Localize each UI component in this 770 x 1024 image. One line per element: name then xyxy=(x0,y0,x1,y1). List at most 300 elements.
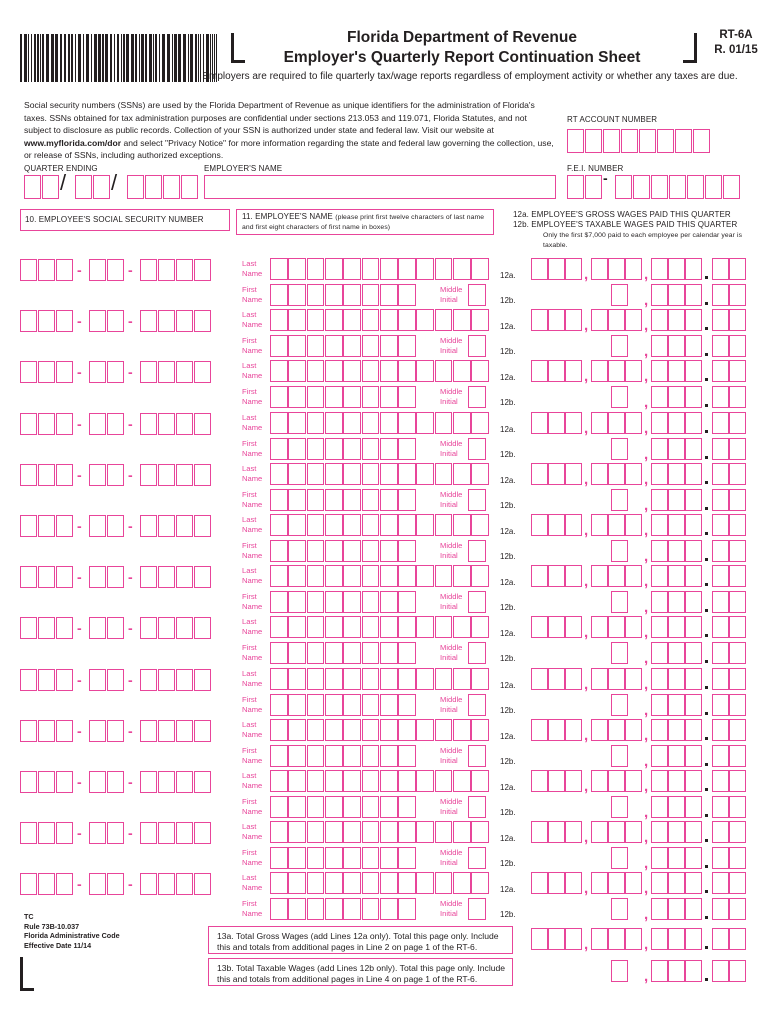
ssn-digit[interactable] xyxy=(176,771,193,793)
gross-cent[interactable] xyxy=(729,770,746,792)
last-name-char[interactable] xyxy=(398,565,416,587)
last-name-char[interactable] xyxy=(380,360,398,382)
last-name-char[interactable] xyxy=(325,770,343,792)
first-name-char[interactable] xyxy=(380,847,398,869)
first-name-char[interactable] xyxy=(307,642,325,664)
first-name-char[interactable] xyxy=(398,591,416,613)
first-name-char[interactable] xyxy=(398,438,416,460)
gross-digit[interactable] xyxy=(548,463,565,485)
last-name-char[interactable] xyxy=(307,258,325,280)
gross-digit[interactable] xyxy=(565,872,582,894)
last-name-char[interactable] xyxy=(343,412,361,434)
first-name-char[interactable] xyxy=(398,898,416,920)
first-name-char[interactable] xyxy=(343,540,361,562)
taxable-digit[interactable] xyxy=(651,591,668,613)
last-name-char[interactable] xyxy=(471,360,489,382)
total-gross-cent[interactable] xyxy=(712,928,729,950)
last-name-char[interactable] xyxy=(380,514,398,536)
ssn-digit[interactable] xyxy=(194,515,211,537)
rt-account-digit[interactable] xyxy=(603,129,620,153)
ssn-digit[interactable] xyxy=(89,413,106,435)
gross-cent[interactable] xyxy=(729,360,746,382)
last-name-char[interactable] xyxy=(307,668,325,690)
ssn-digit[interactable] xyxy=(176,361,193,383)
rt-account-digit[interactable] xyxy=(693,129,710,153)
ssn-digit[interactable] xyxy=(56,771,73,793)
gross-digit[interactable] xyxy=(531,360,548,382)
gross-digit[interactable] xyxy=(608,463,625,485)
gross-digit[interactable] xyxy=(685,668,702,690)
last-name-char[interactable] xyxy=(270,412,288,434)
middle-initial-char[interactable] xyxy=(468,642,486,664)
gross-digit[interactable] xyxy=(565,821,582,843)
ssn-digit[interactable] xyxy=(20,720,37,742)
last-name-char[interactable] xyxy=(453,360,471,382)
last-name-char[interactable] xyxy=(288,258,306,280)
fei-digit[interactable] xyxy=(705,175,722,199)
last-name-char[interactable] xyxy=(416,412,434,434)
ssn-digit[interactable] xyxy=(107,873,124,895)
total-taxable-cent[interactable] xyxy=(712,960,729,982)
last-name-char[interactable] xyxy=(362,821,380,843)
last-name-char[interactable] xyxy=(453,770,471,792)
taxable-digit[interactable] xyxy=(611,438,628,460)
last-name-char[interactable] xyxy=(380,821,398,843)
ssn-digit[interactable] xyxy=(20,259,37,281)
first-name-char[interactable] xyxy=(325,284,343,306)
gross-cent[interactable] xyxy=(729,821,746,843)
ssn-digit[interactable] xyxy=(158,720,175,742)
gross-digit[interactable] xyxy=(608,719,625,741)
ssn-digit[interactable] xyxy=(56,310,73,332)
first-name-char[interactable] xyxy=(270,745,288,767)
gross-digit[interactable] xyxy=(531,719,548,741)
taxable-digit[interactable] xyxy=(668,335,685,357)
ssn-digit[interactable] xyxy=(194,771,211,793)
gross-digit[interactable] xyxy=(548,668,565,690)
middle-initial-char[interactable] xyxy=(468,745,486,767)
total-gross-cent[interactable] xyxy=(729,928,746,950)
gross-cent[interactable] xyxy=(712,309,729,331)
ssn-digit[interactable] xyxy=(176,617,193,639)
fei-digit[interactable] xyxy=(687,175,704,199)
ssn-digit[interactable] xyxy=(107,515,124,537)
middle-initial-char[interactable] xyxy=(468,796,486,818)
last-name-char[interactable] xyxy=(398,412,416,434)
gross-digit[interactable] xyxy=(608,668,625,690)
first-name-char[interactable] xyxy=(380,745,398,767)
taxable-cent[interactable] xyxy=(712,386,729,408)
last-name-char[interactable] xyxy=(435,770,453,792)
total-taxable-digit[interactable] xyxy=(611,960,628,982)
first-name-char[interactable] xyxy=(288,642,306,664)
taxable-cent[interactable] xyxy=(729,540,746,562)
ssn-digit[interactable] xyxy=(56,669,73,691)
taxable-cent[interactable] xyxy=(729,745,746,767)
ssn-digit[interactable] xyxy=(158,515,175,537)
last-name-char[interactable] xyxy=(362,616,380,638)
last-name-char[interactable] xyxy=(307,514,325,536)
gross-cent[interactable] xyxy=(729,616,746,638)
total-taxable-cent[interactable] xyxy=(729,960,746,982)
ssn-digit[interactable] xyxy=(194,720,211,742)
gross-digit[interactable] xyxy=(548,770,565,792)
taxable-digit[interactable] xyxy=(685,591,702,613)
last-name-char[interactable] xyxy=(471,719,489,741)
gross-digit[interactable] xyxy=(548,565,565,587)
last-name-char[interactable] xyxy=(307,360,325,382)
ssn-digit[interactable] xyxy=(38,720,55,742)
first-name-char[interactable] xyxy=(325,642,343,664)
last-name-char[interactable] xyxy=(471,821,489,843)
ssn-digit[interactable] xyxy=(38,669,55,691)
taxable-digit[interactable] xyxy=(651,438,668,460)
taxable-cent[interactable] xyxy=(729,489,746,511)
last-name-char[interactable] xyxy=(380,258,398,280)
ssn-digit[interactable] xyxy=(107,822,124,844)
taxable-digit[interactable] xyxy=(685,489,702,511)
ssn-digit[interactable] xyxy=(194,566,211,588)
gross-digit[interactable] xyxy=(591,616,608,638)
last-name-char[interactable] xyxy=(362,309,380,331)
ssn-digit[interactable] xyxy=(140,515,157,537)
gross-digit[interactable] xyxy=(668,872,685,894)
gross-digit[interactable] xyxy=(685,309,702,331)
gross-cent[interactable] xyxy=(729,514,746,536)
first-name-char[interactable] xyxy=(398,489,416,511)
last-name-char[interactable] xyxy=(343,821,361,843)
first-name-char[interactable] xyxy=(307,745,325,767)
last-name-char[interactable] xyxy=(270,770,288,792)
gross-cent[interactable] xyxy=(729,719,746,741)
taxable-digit[interactable] xyxy=(611,745,628,767)
ssn-digit[interactable] xyxy=(20,464,37,486)
last-name-char[interactable] xyxy=(435,668,453,690)
fei-digit[interactable] xyxy=(567,175,584,199)
taxable-digit[interactable] xyxy=(685,642,702,664)
last-name-char[interactable] xyxy=(362,565,380,587)
last-name-char[interactable] xyxy=(380,872,398,894)
last-name-char[interactable] xyxy=(435,463,453,485)
ssn-digit[interactable] xyxy=(194,617,211,639)
ssn-digit[interactable] xyxy=(89,464,106,486)
gross-digit[interactable] xyxy=(651,463,668,485)
last-name-char[interactable] xyxy=(435,309,453,331)
taxable-cent[interactable] xyxy=(729,694,746,716)
gross-digit[interactable] xyxy=(591,668,608,690)
first-name-char[interactable] xyxy=(270,284,288,306)
gross-digit[interactable] xyxy=(608,514,625,536)
taxable-cent[interactable] xyxy=(712,540,729,562)
first-name-char[interactable] xyxy=(270,438,288,460)
gross-cent[interactable] xyxy=(712,412,729,434)
taxable-digit[interactable] xyxy=(685,386,702,408)
taxable-digit[interactable] xyxy=(651,796,668,818)
taxable-cent[interactable] xyxy=(729,898,746,920)
gross-digit[interactable] xyxy=(608,821,625,843)
gross-digit[interactable] xyxy=(668,616,685,638)
gross-digit[interactable] xyxy=(651,514,668,536)
last-name-char[interactable] xyxy=(325,309,343,331)
first-name-char[interactable] xyxy=(343,335,361,357)
gross-digit[interactable] xyxy=(591,309,608,331)
quarter-digit[interactable] xyxy=(93,175,110,199)
quarter-digit[interactable] xyxy=(163,175,180,199)
last-name-char[interactable] xyxy=(398,463,416,485)
taxable-cent[interactable] xyxy=(729,847,746,869)
taxable-digit[interactable] xyxy=(611,898,628,920)
last-name-char[interactable] xyxy=(398,616,416,638)
gross-cent[interactable] xyxy=(729,668,746,690)
gross-digit[interactable] xyxy=(531,309,548,331)
gross-digit[interactable] xyxy=(591,719,608,741)
gross-digit[interactable] xyxy=(651,616,668,638)
taxable-digit[interactable] xyxy=(668,591,685,613)
middle-initial-char[interactable] xyxy=(468,284,486,306)
ssn-digit[interactable] xyxy=(89,566,106,588)
first-name-char[interactable] xyxy=(307,386,325,408)
ssn-digit[interactable] xyxy=(107,413,124,435)
gross-digit[interactable] xyxy=(548,514,565,536)
last-name-char[interactable] xyxy=(270,514,288,536)
gross-digit[interactable] xyxy=(625,514,642,536)
gross-cent[interactable] xyxy=(712,463,729,485)
ssn-digit[interactable] xyxy=(20,566,37,588)
taxable-digit[interactable] xyxy=(685,284,702,306)
last-name-char[interactable] xyxy=(362,719,380,741)
last-name-char[interactable] xyxy=(416,872,434,894)
taxable-digit[interactable] xyxy=(668,745,685,767)
first-name-char[interactable] xyxy=(398,847,416,869)
last-name-char[interactable] xyxy=(325,412,343,434)
gross-digit[interactable] xyxy=(651,258,668,280)
gross-digit[interactable] xyxy=(625,821,642,843)
gross-digit[interactable] xyxy=(685,821,702,843)
employer-name-field[interactable] xyxy=(204,175,556,199)
middle-initial-char[interactable] xyxy=(468,898,486,920)
ssn-digit[interactable] xyxy=(194,822,211,844)
taxable-digit[interactable] xyxy=(685,438,702,460)
taxable-digit[interactable] xyxy=(611,591,628,613)
last-name-char[interactable] xyxy=(343,565,361,587)
taxable-cent[interactable] xyxy=(712,284,729,306)
gross-digit[interactable] xyxy=(685,616,702,638)
ssn-digit[interactable] xyxy=(38,464,55,486)
gross-digit[interactable] xyxy=(668,565,685,587)
last-name-char[interactable] xyxy=(380,412,398,434)
ssn-digit[interactable] xyxy=(107,771,124,793)
gross-digit[interactable] xyxy=(625,872,642,894)
total-gross-digit[interactable] xyxy=(668,928,685,950)
first-name-char[interactable] xyxy=(307,335,325,357)
rt-account-digit[interactable] xyxy=(621,129,638,153)
gross-digit[interactable] xyxy=(685,360,702,382)
first-name-char[interactable] xyxy=(362,489,380,511)
gross-digit[interactable] xyxy=(591,463,608,485)
last-name-char[interactable] xyxy=(453,309,471,331)
first-name-char[interactable] xyxy=(307,591,325,613)
gross-digit[interactable] xyxy=(608,770,625,792)
gross-digit[interactable] xyxy=(591,258,608,280)
last-name-char[interactable] xyxy=(362,412,380,434)
taxable-digit[interactable] xyxy=(611,694,628,716)
taxable-digit[interactable] xyxy=(668,540,685,562)
first-name-char[interactable] xyxy=(398,745,416,767)
last-name-char[interactable] xyxy=(343,309,361,331)
last-name-char[interactable] xyxy=(288,872,306,894)
ssn-digit[interactable] xyxy=(158,413,175,435)
taxable-cent[interactable] xyxy=(712,796,729,818)
last-name-char[interactable] xyxy=(416,616,434,638)
gross-digit[interactable] xyxy=(685,565,702,587)
taxable-digit[interactable] xyxy=(668,898,685,920)
gross-digit[interactable] xyxy=(668,821,685,843)
gross-digit[interactable] xyxy=(608,616,625,638)
gross-cent[interactable] xyxy=(729,463,746,485)
last-name-char[interactable] xyxy=(453,668,471,690)
last-name-char[interactable] xyxy=(270,872,288,894)
ssn-digit[interactable] xyxy=(194,361,211,383)
first-name-char[interactable] xyxy=(325,438,343,460)
last-name-char[interactable] xyxy=(416,463,434,485)
total-gross-digit[interactable] xyxy=(625,928,642,950)
ssn-digit[interactable] xyxy=(20,617,37,639)
last-name-char[interactable] xyxy=(307,463,325,485)
ssn-digit[interactable] xyxy=(107,310,124,332)
ssn-digit[interactable] xyxy=(38,873,55,895)
ssn-digit[interactable] xyxy=(89,669,106,691)
taxable-digit[interactable] xyxy=(685,745,702,767)
gross-cent[interactable] xyxy=(712,719,729,741)
first-name-char[interactable] xyxy=(343,284,361,306)
rt-account-digit[interactable] xyxy=(585,129,602,153)
last-name-char[interactable] xyxy=(325,719,343,741)
first-name-char[interactable] xyxy=(380,335,398,357)
last-name-char[interactable] xyxy=(435,258,453,280)
gross-digit[interactable] xyxy=(625,565,642,587)
last-name-char[interactable] xyxy=(453,463,471,485)
taxable-digit[interactable] xyxy=(685,540,702,562)
first-name-char[interactable] xyxy=(270,847,288,869)
ssn-digit[interactable] xyxy=(20,310,37,332)
ssn-digit[interactable] xyxy=(158,873,175,895)
taxable-cent[interactable] xyxy=(712,745,729,767)
first-name-char[interactable] xyxy=(380,642,398,664)
gross-cent[interactable] xyxy=(729,565,746,587)
first-name-char[interactable] xyxy=(343,386,361,408)
gross-digit[interactable] xyxy=(591,514,608,536)
ssn-digit[interactable] xyxy=(176,515,193,537)
gross-digit[interactable] xyxy=(608,360,625,382)
total-gross-digit[interactable] xyxy=(651,928,668,950)
last-name-char[interactable] xyxy=(362,360,380,382)
first-name-char[interactable] xyxy=(288,438,306,460)
last-name-char[interactable] xyxy=(435,360,453,382)
taxable-digit[interactable] xyxy=(651,898,668,920)
taxable-digit[interactable] xyxy=(651,284,668,306)
gross-digit[interactable] xyxy=(651,821,668,843)
first-name-char[interactable] xyxy=(362,335,380,357)
gross-digit[interactable] xyxy=(625,258,642,280)
first-name-char[interactable] xyxy=(380,438,398,460)
first-name-char[interactable] xyxy=(325,694,343,716)
first-name-char[interactable] xyxy=(288,745,306,767)
last-name-char[interactable] xyxy=(288,360,306,382)
first-name-char[interactable] xyxy=(380,591,398,613)
gross-cent[interactable] xyxy=(712,514,729,536)
taxable-cent[interactable] xyxy=(712,694,729,716)
gross-digit[interactable] xyxy=(608,565,625,587)
taxable-digit[interactable] xyxy=(651,847,668,869)
last-name-char[interactable] xyxy=(288,719,306,741)
gross-cent[interactable] xyxy=(729,872,746,894)
last-name-char[interactable] xyxy=(471,668,489,690)
gross-cent[interactable] xyxy=(712,616,729,638)
last-name-char[interactable] xyxy=(325,463,343,485)
first-name-char[interactable] xyxy=(307,898,325,920)
gross-digit[interactable] xyxy=(668,770,685,792)
ssn-digit[interactable] xyxy=(176,259,193,281)
last-name-char[interactable] xyxy=(343,616,361,638)
last-name-char[interactable] xyxy=(288,770,306,792)
taxable-cent[interactable] xyxy=(712,591,729,613)
last-name-char[interactable] xyxy=(325,565,343,587)
fei-digit[interactable] xyxy=(615,175,632,199)
middle-initial-char[interactable] xyxy=(468,489,486,511)
first-name-char[interactable] xyxy=(380,898,398,920)
last-name-char[interactable] xyxy=(453,719,471,741)
ssn-digit[interactable] xyxy=(140,361,157,383)
ssn-digit[interactable] xyxy=(20,822,37,844)
quarter-digit[interactable] xyxy=(127,175,144,199)
ssn-digit[interactable] xyxy=(89,259,106,281)
first-name-char[interactable] xyxy=(307,489,325,511)
first-name-char[interactable] xyxy=(343,438,361,460)
fei-digit[interactable] xyxy=(723,175,740,199)
ssn-digit[interactable] xyxy=(56,464,73,486)
taxable-digit[interactable] xyxy=(611,540,628,562)
last-name-char[interactable] xyxy=(343,872,361,894)
last-name-char[interactable] xyxy=(471,514,489,536)
ssn-digit[interactable] xyxy=(194,310,211,332)
first-name-char[interactable] xyxy=(362,847,380,869)
ssn-digit[interactable] xyxy=(107,617,124,639)
taxable-digit[interactable] xyxy=(668,386,685,408)
ssn-digit[interactable] xyxy=(56,259,73,281)
ssn-digit[interactable] xyxy=(158,566,175,588)
first-name-char[interactable] xyxy=(288,796,306,818)
last-name-char[interactable] xyxy=(362,463,380,485)
first-name-char[interactable] xyxy=(362,642,380,664)
gross-digit[interactable] xyxy=(608,309,625,331)
last-name-char[interactable] xyxy=(453,514,471,536)
ssn-digit[interactable] xyxy=(38,771,55,793)
rt-account-digit[interactable] xyxy=(567,129,584,153)
last-name-char[interactable] xyxy=(453,616,471,638)
first-name-char[interactable] xyxy=(343,796,361,818)
gross-digit[interactable] xyxy=(668,258,685,280)
ssn-digit[interactable] xyxy=(140,720,157,742)
ssn-digit[interactable] xyxy=(140,413,157,435)
first-name-char[interactable] xyxy=(270,335,288,357)
last-name-char[interactable] xyxy=(307,821,325,843)
last-name-char[interactable] xyxy=(435,872,453,894)
gross-digit[interactable] xyxy=(565,668,582,690)
taxable-cent[interactable] xyxy=(712,898,729,920)
last-name-char[interactable] xyxy=(435,821,453,843)
ssn-digit[interactable] xyxy=(38,822,55,844)
last-name-char[interactable] xyxy=(325,514,343,536)
